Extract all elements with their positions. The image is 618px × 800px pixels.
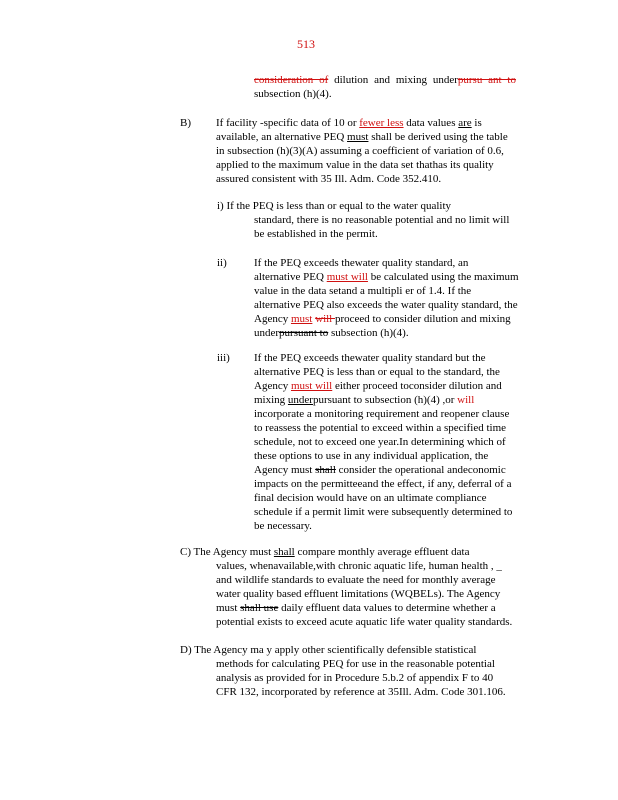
section-c-line: must shall use daily effluent data values to determine whether a: [216, 602, 496, 614]
section-d-line: methods for calculating PEQ for use in the reasonable potential: [216, 658, 495, 670]
item-ii-label: ii): [217, 257, 227, 269]
section-c-line: and wildlife standards to evaluate the need for monthly average: [216, 574, 496, 586]
item-iii-line: schedule if a permit limit were subsequently determined to: [254, 506, 513, 518]
item-iii-line: incorporate a monitoring requirement and reopener clause: [254, 408, 510, 420]
item-iii-line: these options to use in any individual application, the: [254, 450, 489, 462]
continuation-line-2: subsection (h)(4).: [254, 88, 332, 100]
item-iii-line: schedule, not to exceed one year.In determining which of: [254, 436, 506, 448]
item-iii-line: Agency must shall consider the operational andeconomic: [254, 464, 506, 476]
item-iii-line: Agency must will either proceed toconsider dilution and: [254, 380, 502, 392]
item-ii-line: If the PEQ exceeds thewater quality standard, an: [254, 257, 469, 269]
section-b-label: B): [180, 117, 191, 129]
section-d-line: analysis as provided for in Procedure 5.b.2 of appendix F to 40: [216, 672, 494, 684]
item-i: [217, 199, 537, 241]
item-iii-line: to reassess the potential to exceed within a specified time: [254, 422, 507, 434]
page-number: 513: [297, 37, 315, 51]
item-ii-line: underpursuant to subsection (h)(4).: [254, 327, 409, 339]
item-iii-line: If the PEQ exceeds thewater quality standard but the: [254, 352, 486, 364]
section-c-line: potential exists to exceed acute aquatic life water quality standards.: [216, 616, 513, 628]
item-i-line: standard, there is no reasonable potential and no limit will: [254, 214, 510, 226]
item-iii-line: final decision would have on an ultimate compliance: [254, 492, 487, 504]
continuation-paragraph: [254, 73, 516, 101]
item-i-line: be established in the permit.: [254, 228, 378, 240]
section-c: [180, 545, 538, 629]
item-ii-line: value in the data setand a multipli er of 1.4. If the: [254, 285, 472, 297]
section-b-line: available, an alternative PEQ must shall be derived using the table: [216, 131, 508, 143]
section-b: [180, 116, 532, 186]
section-d: [180, 643, 538, 699]
item-iii-line: alternative PEQ is less than or equal to the standard, the: [254, 366, 500, 378]
section-b-line: applied to the maximum value in the data set thathas its quality: [216, 159, 494, 171]
item-ii-line: Agency must will proceed to consider dilution and mixing: [254, 313, 511, 325]
item-ii-line: alternative PEQ must will be calculated using the maximum: [254, 271, 519, 283]
item-iii-line: impacts on the permitteeand the effect, if any, deferral of a: [254, 478, 512, 490]
section-c-line: water quality based effluent limitations (WQBELs). The Agency: [216, 588, 501, 600]
section-c-line: values, whenavailable,with chronic aquatic life, human health , _: [216, 560, 502, 572]
section-b-line: in subsection (h)(3)(A) assuming a coefficient of variation of 0.6,: [216, 145, 504, 157]
section-c-label: C) The Agency must shall compare monthly average effluent data: [180, 546, 470, 558]
section-b-line: assured consistent with 35 Ill. Adm. Code 352.410.: [216, 173, 442, 185]
deleted-text: pursu ant to: [457, 74, 516, 86]
continuation-line-1: consideration of dilution and mixing underpursu ant to: [254, 74, 516, 86]
item-iii-line: mixing underpursuant to subsection (h)(4) ,or will: [254, 394, 475, 406]
item-ii-line: alternative PEQ also exceeds the water quality standard, the: [254, 299, 518, 311]
item-ii: [217, 256, 543, 340]
section-b-line: If facility -specific data of 10 or fewer less data values are is: [216, 117, 482, 129]
deleted-text: consideration of: [254, 74, 329, 86]
item-iii-line: be necessary.: [254, 520, 312, 532]
section-d-label: D) The Agency ma y apply other scientifically defensible statistical: [180, 644, 477, 656]
item-iii-label: iii): [217, 352, 230, 364]
section-d-line: CFR 132, incorporated by reference at 35Ill. Adm. Code 301.106.: [216, 686, 506, 698]
item-iii: [217, 351, 543, 533]
item-i-label: i) If the PEQ is less than or equal to the water quality: [217, 200, 451, 212]
